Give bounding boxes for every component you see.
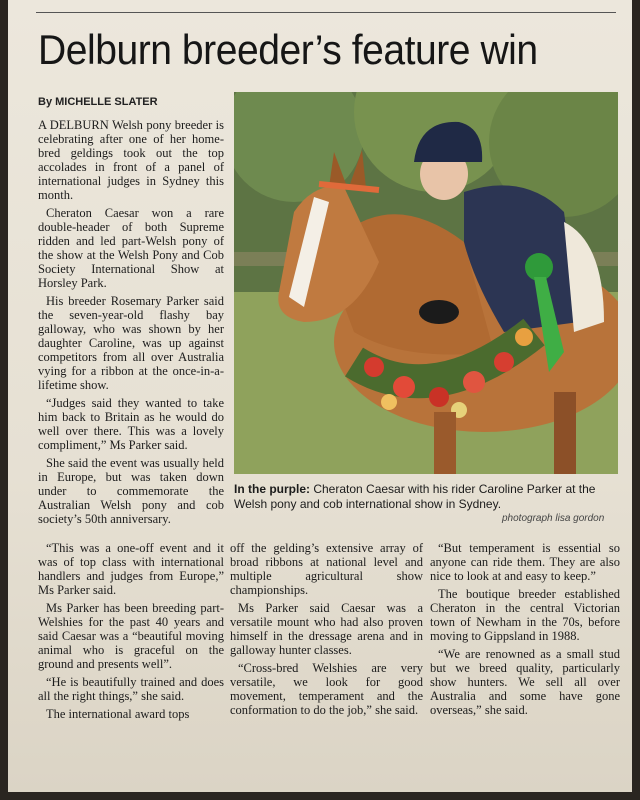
caption-text: Cheraton Caesar with his rider Caroline Parker at the Welsh pony and cob international show in Sydney. xyxy=(234,482,596,511)
paragraph: The boutique breeder established Cheraton in the central Victorian town of Newham in the 70s, before moving to Gippsland in 1988. xyxy=(430,587,620,643)
paragraph: Ms Parker has been breeding part-Welshies for the past 40 years and said Caesar was a “beautiful moving animal who is graceful on the ground and presents well”. xyxy=(38,601,224,671)
paragraph: “But temperament is essential so anyone can ride them. They are also nice to look at and easy to keep.” xyxy=(430,541,620,583)
top-rule xyxy=(36,12,616,13)
paragraph: “Cross-bred Welshies are very versatile, we look for good movement, temperament and the conformation to do the job,” she said. xyxy=(230,661,423,717)
headline: Delburn breeder’s feature win xyxy=(38,26,538,73)
paragraph: “Judges said they wanted to take him back to Britain as he would do well over there. This was a lovely compliment,” Ms Parker said. xyxy=(38,396,224,452)
byline: By MICHELLE SLATER xyxy=(38,96,158,108)
newspaper-page xyxy=(8,0,632,792)
photo-caption xyxy=(234,482,624,512)
paragraph: “He is beautifully trained and does all the right things,” she said. xyxy=(38,675,224,703)
paragraph: “This was a one-off event and it was of top class with international handlers and judges from Europe,” Ms Parker said. xyxy=(38,541,224,597)
paragraph: off the gelding’s extensive array of broad ribbons at national level and multiple agricultural show championships. xyxy=(230,541,423,597)
photo-credit: photograph lisa gordon xyxy=(502,513,605,524)
caption-lead: In the purple: xyxy=(234,482,310,496)
paragraph: A DELBURN Welsh pony breeder is celebrating after one of her home-bred geldings took out the top accolades in front of a panel of international judges in Sydney this month. xyxy=(38,118,224,202)
article-column-4 xyxy=(430,541,620,721)
paragraph: Cheraton Caesar won a rare double-header of both Supreme ridden and led part-Welsh pony of the show at the Welsh Pony and Cob Society International Show at Horsley Park. xyxy=(38,206,224,290)
paragraph: She said the event was usually held in Europe, but was taken down under to commemorate the Australian Welsh pony and cob society’s 50th anniversary. xyxy=(38,456,224,526)
article-column-1 xyxy=(38,118,224,530)
paragraph: The international award tops xyxy=(46,707,190,721)
paragraph: “We are renowned as a small stud but we breed quality, particularly show hunters. We sell all over Australia and some have gone overseas,” she said. xyxy=(430,647,620,717)
article-column-2 xyxy=(38,541,224,725)
paragraph: Ms Parker said Caesar was a versatile mount who had also proven himself in the dressage arena and in galloway hunter classes. xyxy=(230,601,423,657)
paragraph: His breeder Rosemary Parker said the seven-year-old flashy bay galloway, who was shown by her daughter Caroline, was up against competitors from all over Australia vying for a ribbon at the once-in-a-lifetime show. xyxy=(38,294,224,392)
horse-photo xyxy=(234,92,618,474)
horse-rider-illustration xyxy=(234,92,618,474)
article-column-3 xyxy=(230,541,423,721)
